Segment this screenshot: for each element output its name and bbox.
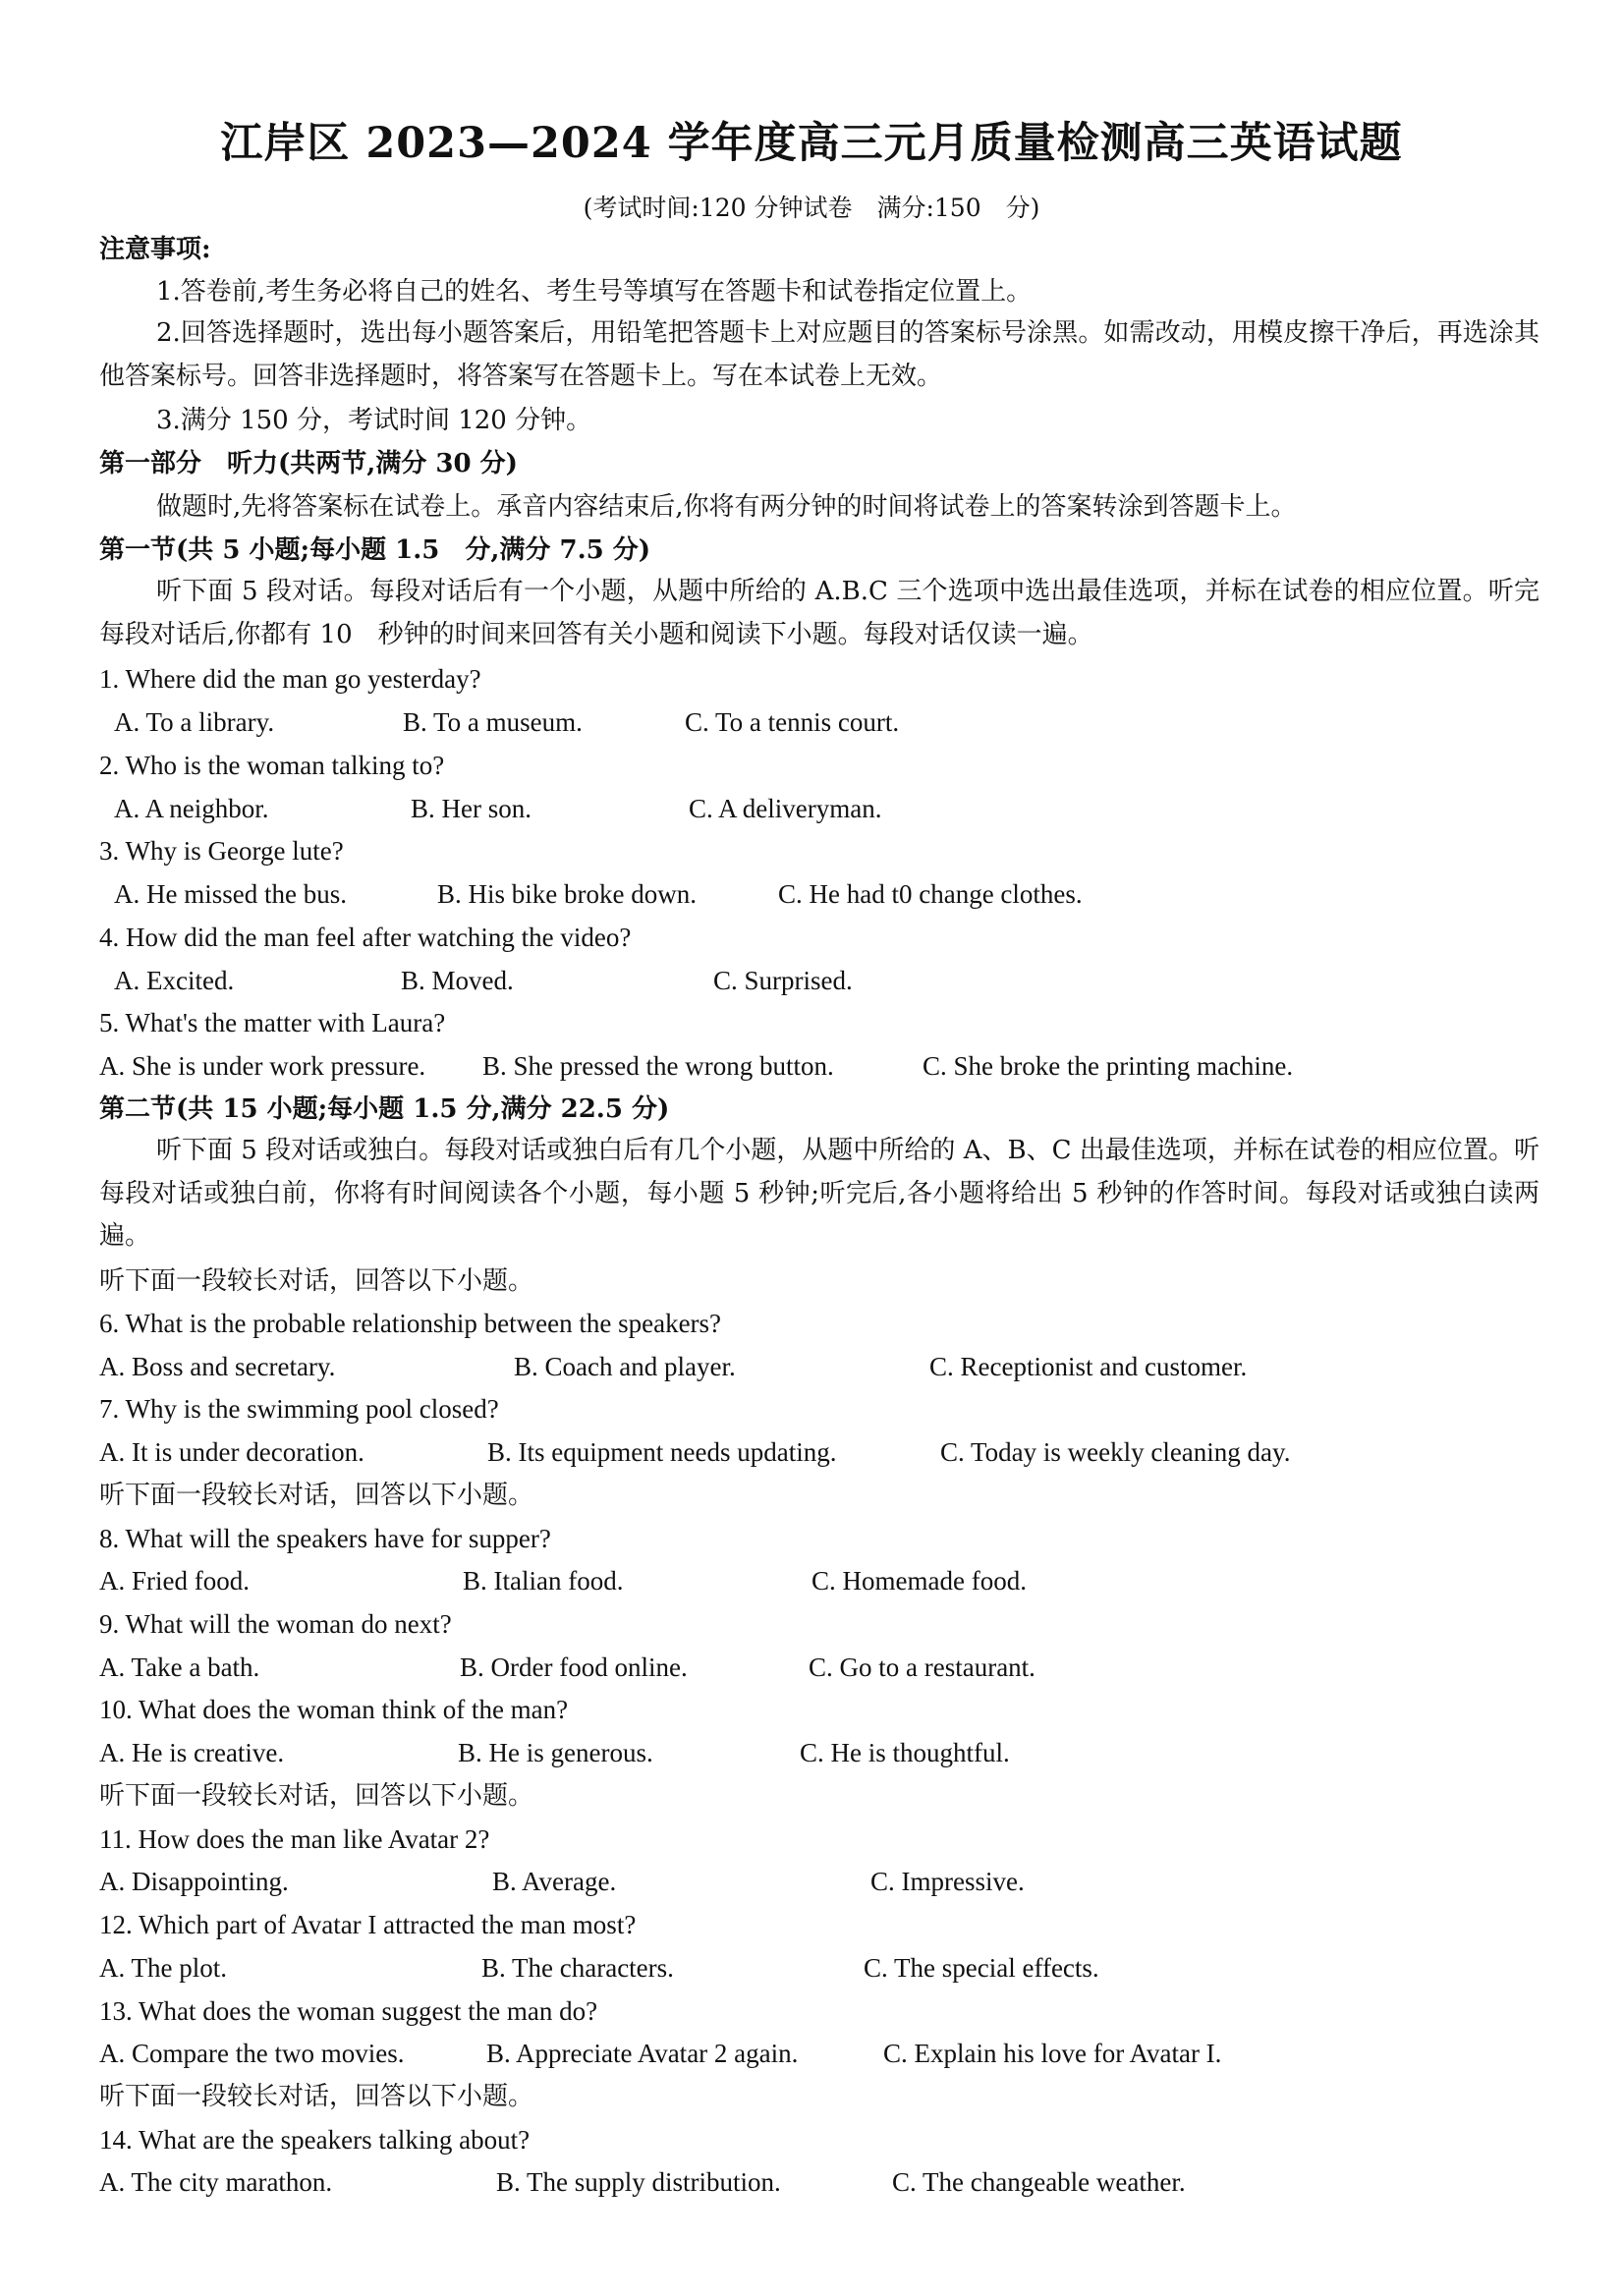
question-13: 13. What does the woman suggest the man do? [99, 1996, 598, 2026]
question-8: 8. What will the speakers have for supper? [99, 1524, 551, 1553]
q4-option-c: C. Surprised. [713, 966, 853, 995]
notice-item-3: 3.满分 150 分，考试时间 120 分钟。 [156, 406, 592, 435]
q13-option-a: A. Compare the two movies. [99, 2039, 405, 2068]
q10-option-b: B. He is generous. [458, 1738, 653, 1767]
q12-option-c: C. The special effects. [864, 1953, 1099, 1983]
q4-option-a: A. Excited. [114, 966, 235, 995]
q7-option-c: C. Today is weekly cleaning day. [940, 1437, 1291, 1467]
part1-heading: 第一部分 听力(共两节,满分 30 分) [99, 449, 518, 478]
q7-option-a: A. It is under decoration. [99, 1437, 364, 1467]
question-10: 10. What does the woman think of the man? [99, 1695, 569, 1724]
question-14: 14. What are the speakers talking about? [99, 2125, 531, 2155]
question-4: 4. How did the man feel after watching the video? [99, 923, 632, 952]
q9-option-c: C. Go to a restaurant. [809, 1652, 1035, 1682]
q10-option-a: A. He is creative. [99, 1738, 285, 1767]
section2-intro: 听下面 5 段对话或独白。每段对话或独白后有几个小题，从题中所给的 A、B、C 出最佳选项，并标在试卷的相应位置。听每段对话或独白前，你将有时间阅读各个小题，每小题 5 秒钟;听完后,各小题将给出 5 秒钟的作答时间。每段对话或独白读两遍。 [99, 1136, 1539, 1252]
q5-option-b: B. She pressed the wrong button. [482, 1051, 834, 1081]
section1-intro: 听下面 5 段对话。每段对话后有一个小题，从题中所给的 A.B.C 三个选项中选出最佳选项，并标在试卷的相应位置。听完每段对话后,你都有 10 秒钟的时间来回答有关小题和阅读下小题。每段对话仅读一遍。 [99, 577, 1539, 649]
question-12: 12. Which part of Avatar I attracted the man most? [99, 1910, 637, 1939]
question-6: 6. What is the probable relationship between the speakers? [99, 1309, 722, 1338]
notice-item-1: 1.答卷前,考生务必将自己的姓名、考生号等填写在答题卡和试卷指定位置上。 [156, 277, 1033, 307]
question-1: 1. Where did the man go yesterday? [99, 664, 481, 694]
question-5: 5. What's the matter with Laura? [99, 1008, 446, 1037]
q11-option-c: C. Impressive. [870, 1867, 1025, 1896]
q11-option-a: A. Disappointing. [99, 1867, 289, 1896]
q12-option-b: B. The characters. [481, 1953, 674, 1983]
q9-option-a: A. Take a bath. [99, 1652, 260, 1682]
exam-subtitle: (考试时间:120 分钟试卷 满分:150 分) [583, 194, 1040, 222]
q9-option-b: B. Order food online. [460, 1652, 688, 1682]
q14-option-c: C. The changeable weather. [892, 2167, 1186, 2197]
question-3: 3. Why is George lute? [99, 836, 344, 866]
question-9: 9. What will the woman do next? [99, 1609, 452, 1639]
q8-option-a: A. Fried food. [99, 1566, 250, 1596]
q7-option-b: B. Its equipment needs updating. [487, 1437, 837, 1467]
q1-option-a: A. To a library. [114, 707, 275, 737]
part1-intro: 做题时,先将答案标在试卷上。承音内容结束后,你将有两分钟的时间将试卷上的答案转涂到答题卡上。 [156, 492, 1297, 522]
q2-option-b: B. Her son. [411, 794, 532, 823]
q3-option-a: A. He missed the bus. [114, 879, 347, 909]
section2-heading: 第二节(共 15 小题;每小题 1.5 分,满分 22.5 分) [99, 1094, 670, 1124]
question-11: 11. How does the man like Avatar 2? [99, 1824, 490, 1854]
q5-option-a: A. She is under work pressure. [99, 1051, 426, 1081]
q12-option-a: A. The plot. [99, 1953, 227, 1983]
notice-heading: 注意事项: [99, 235, 211, 264]
q1-option-c: C. To a tennis court. [685, 707, 900, 737]
q11-option-b: B. Average. [492, 1867, 617, 1896]
instruction-long-1: 听下面一段较长对话，回答以下小题。 [99, 1266, 534, 1296]
q6-option-b: B. Coach and player. [514, 1352, 736, 1381]
section1-heading: 第一节(共 5 小题;每小题 1.5 分,满分 7.5 分) [99, 535, 651, 565]
q8-option-b: B. Italian food. [463, 1566, 624, 1596]
q14-option-b: B. The supply distribution. [496, 2167, 781, 2197]
q3-option-c: C. He had t0 change clothes. [778, 879, 1083, 909]
q2-option-a: A. A neighbor. [114, 794, 269, 823]
instruction-long-3: 听下面一段较长对话，回答以下小题。 [99, 1781, 534, 1811]
q6-option-a: A. Boss and secretary. [99, 1352, 336, 1381]
notice-item-2: 2.回答选择题时，选出每小题答案后，用铅笔把答题卡上对应题目的答案标号涂黑。如需改动，用模皮擦干净后，再选涂其他答案标号。回答非选择题时，将答案写在答题卡上。写在本试卷上无效。 [99, 318, 1539, 391]
exam-title: 江岸区 2023—2024 学年度高三元月质量检测高三英语试题 [220, 119, 1403, 168]
q13-option-c: C. Explain his love for Avatar I. [883, 2039, 1222, 2068]
q1-option-b: B. To a museum. [403, 707, 583, 737]
q13-option-b: B. Appreciate Avatar 2 again. [486, 2039, 799, 2068]
q4-option-b: B. Moved. [401, 966, 514, 995]
q8-option-c: C. Homemade food. [812, 1566, 1027, 1596]
q5-option-c: C. She broke the printing machine. [923, 1051, 1294, 1081]
question-7: 7. Why is the swimming pool closed? [99, 1394, 499, 1424]
instruction-long-2: 听下面一段较长对话，回答以下小题。 [99, 1481, 534, 1510]
instruction-long-4: 听下面一段较长对话，回答以下小题。 [99, 2082, 534, 2111]
question-2: 2. Who is the woman talking to? [99, 751, 445, 780]
q6-option-c: C. Receptionist and customer. [929, 1352, 1248, 1381]
q3-option-b: B. His bike broke down. [437, 879, 697, 909]
q2-option-c: C. A deliveryman. [689, 794, 882, 823]
q10-option-c: C. He is thoughtful. [800, 1738, 1010, 1767]
q14-option-a: A. The city marathon. [99, 2167, 333, 2197]
